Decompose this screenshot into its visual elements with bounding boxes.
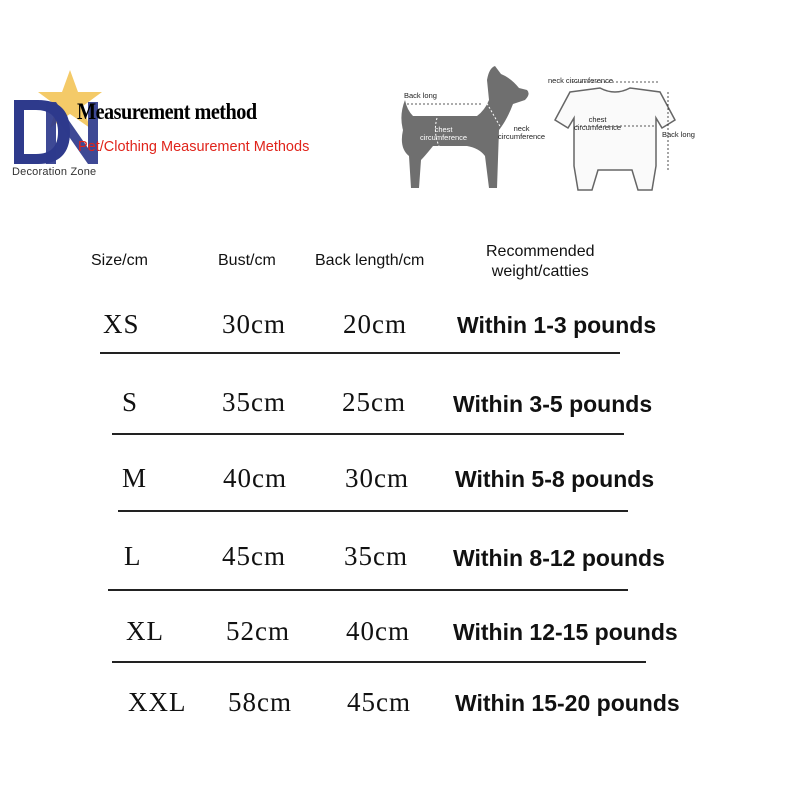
row-back-length: 35cm: [344, 541, 408, 571]
row-back-length: 45cm: [347, 687, 411, 717]
row-size: XS: [103, 309, 140, 339]
header-weight: [486, 242, 595, 282]
logo-letter-d: [14, 100, 70, 164]
row-bust: 45cm: [222, 541, 286, 571]
brand-name: Decoration Zone: [12, 166, 97, 178]
dog-neck-label: [498, 125, 545, 141]
row-size: M: [122, 463, 148, 493]
row-bust: 58cm: [228, 687, 292, 717]
header-size: Size/cm: [91, 252, 148, 269]
row-divider: [118, 510, 628, 512]
header-weight-line1: Recommended: [486, 243, 595, 260]
row-back-length: 20cm: [343, 309, 407, 339]
shirt-chest-label: [574, 116, 621, 132]
dog-neck-label-line1: neck: [513, 124, 530, 133]
row-weight: Within 15-20 pounds: [455, 690, 680, 716]
shirt-chest-label-line1: chest: [588, 115, 607, 124]
row-weight: Within 8-12 pounds: [453, 545, 665, 571]
row-divider: [108, 589, 628, 591]
row-divider: [112, 433, 624, 435]
garment-outline: [555, 88, 675, 190]
row-bust: 52cm: [226, 616, 290, 646]
dog-chest-label-line1: chest: [434, 125, 453, 134]
row-divider: [100, 352, 620, 354]
row-bust: 30cm: [222, 309, 286, 339]
shirt-back-long-label: Back long: [662, 130, 695, 139]
row-bust: 35cm: [222, 387, 286, 417]
header-back-length: Back length/cm: [315, 252, 425, 269]
row-divider: [112, 661, 646, 663]
page-subtitle: Pet/Clothing Measurement Methods: [78, 139, 310, 155]
row-bust: 40cm: [223, 463, 287, 493]
row-back-length: 40cm: [346, 616, 410, 646]
header-bust: Bust/cm: [218, 252, 276, 269]
row-weight: Within 3-5 pounds: [453, 391, 653, 417]
row-size: S: [122, 387, 139, 417]
page-title: Measurement method: [77, 99, 257, 124]
row-back-length: 30cm: [345, 463, 409, 493]
row-back-length: 25cm: [342, 387, 406, 417]
row-weight: Within 12-15 pounds: [453, 619, 678, 645]
row-weight: Within 1-3 pounds: [457, 312, 657, 338]
dog-neck-label-line2: circumference: [498, 131, 546, 141]
row-size: XL: [126, 616, 164, 646]
shirt-neck-label: neck circumference: [548, 76, 614, 85]
row-size: XXL: [128, 687, 187, 717]
row-size: L: [124, 541, 142, 571]
dog-chest-label: [420, 126, 467, 142]
row-weight: Within 5-8 pounds: [455, 466, 655, 492]
header-weight-line2: weight/catties: [491, 263, 589, 280]
dog-chest-label-line2: circumference: [420, 132, 468, 142]
dog-back-long-label: Back long: [404, 91, 437, 100]
shirt-chest-label-line2: circumference: [574, 122, 622, 132]
